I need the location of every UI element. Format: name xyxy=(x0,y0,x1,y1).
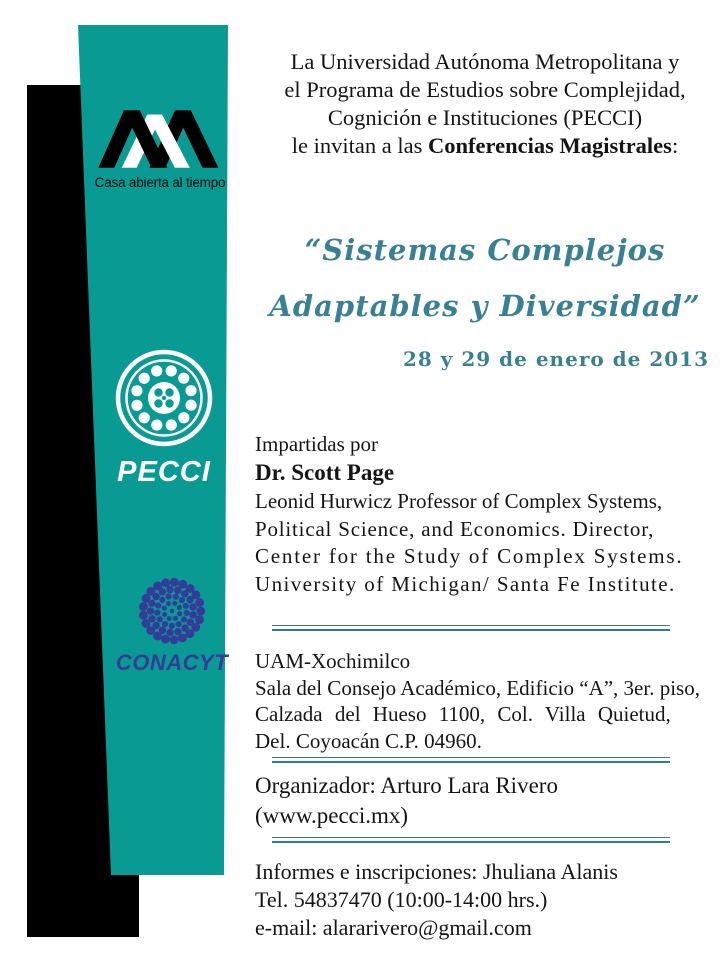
contact-block xyxy=(255,858,715,942)
divider xyxy=(272,757,670,763)
contact-line-2: Tel. 54837470 (10:00-14:00 hrs.) xyxy=(255,887,548,912)
speaker-intro: Impartidas por xyxy=(255,432,379,456)
contact-line-3: e-mail: alararivero@gmail.com xyxy=(255,915,532,940)
event-title-line-1: “Sistemas Complejos xyxy=(304,233,666,267)
content-column xyxy=(255,48,715,942)
venue-line-1: UAM-Xochimilco xyxy=(255,649,411,673)
speaker-bio-line-4: University of Michigan/ Santa Fe Institute. xyxy=(255,571,676,596)
venue-line-4: Del. Coyoacán C.P. 04960. xyxy=(255,728,482,753)
conacyt-emblem-icon xyxy=(135,574,209,648)
pecci-label: PECCI xyxy=(117,456,211,488)
event-title xyxy=(255,222,715,334)
venue-block xyxy=(255,648,715,754)
speaker-name: Dr. Scott Page xyxy=(255,460,395,485)
speaker-block xyxy=(255,430,715,598)
organizer-line: Organizador: Arturo Lara Rivero (www.pecci.mx) xyxy=(255,773,558,828)
pecci-emblem-icon xyxy=(114,348,214,448)
intro-line-2: el Programa de Estudios sobre Complejidad, xyxy=(284,77,686,102)
uam-monogram-icon xyxy=(96,104,224,172)
venue-line-3: Calzada del Hueso 1100, Col. Villa Quietud, xyxy=(255,702,671,726)
invite-prefix: le invitan a las xyxy=(291,133,429,158)
pecci-logo xyxy=(98,348,230,489)
venue-line-2: Sala del Consejo Académico, Edificio “A”, 3er. piso, xyxy=(255,675,700,700)
speaker-bio-line-1: Leonid Hurwicz Professor of Complex Systems, xyxy=(255,489,663,513)
intro-line-3: Cognición e Instituciones (PECCI) xyxy=(327,105,643,130)
intro-text xyxy=(255,48,715,160)
event-date: 28 y 29 de enero de 2013 xyxy=(402,347,709,371)
divider xyxy=(272,837,670,843)
contact-line-1: Informes e inscripciones: Jhuliana Alanis xyxy=(255,859,618,884)
divider xyxy=(272,625,670,631)
speaker-bio-line-2: Political Science, and Economics. Director, xyxy=(255,516,655,541)
event-title-line-2: Adaptables y Diversidad” xyxy=(269,289,701,323)
speaker-bio-line-3: Center for the Study of Complex Systems. xyxy=(255,544,684,568)
intro-line-1: La Universidad Autónoma Metropolitana y xyxy=(290,49,680,74)
conacyt-logo xyxy=(104,574,240,676)
invite-bold: Conferencias Magistrales xyxy=(428,133,672,158)
invite-suffix: : xyxy=(671,133,679,158)
conacyt-label: CONACYT xyxy=(115,650,229,675)
intro-line-4 xyxy=(255,132,715,160)
uam-tagline: Casa abierta al tiempo xyxy=(94,175,226,190)
uam-logo xyxy=(92,104,228,190)
